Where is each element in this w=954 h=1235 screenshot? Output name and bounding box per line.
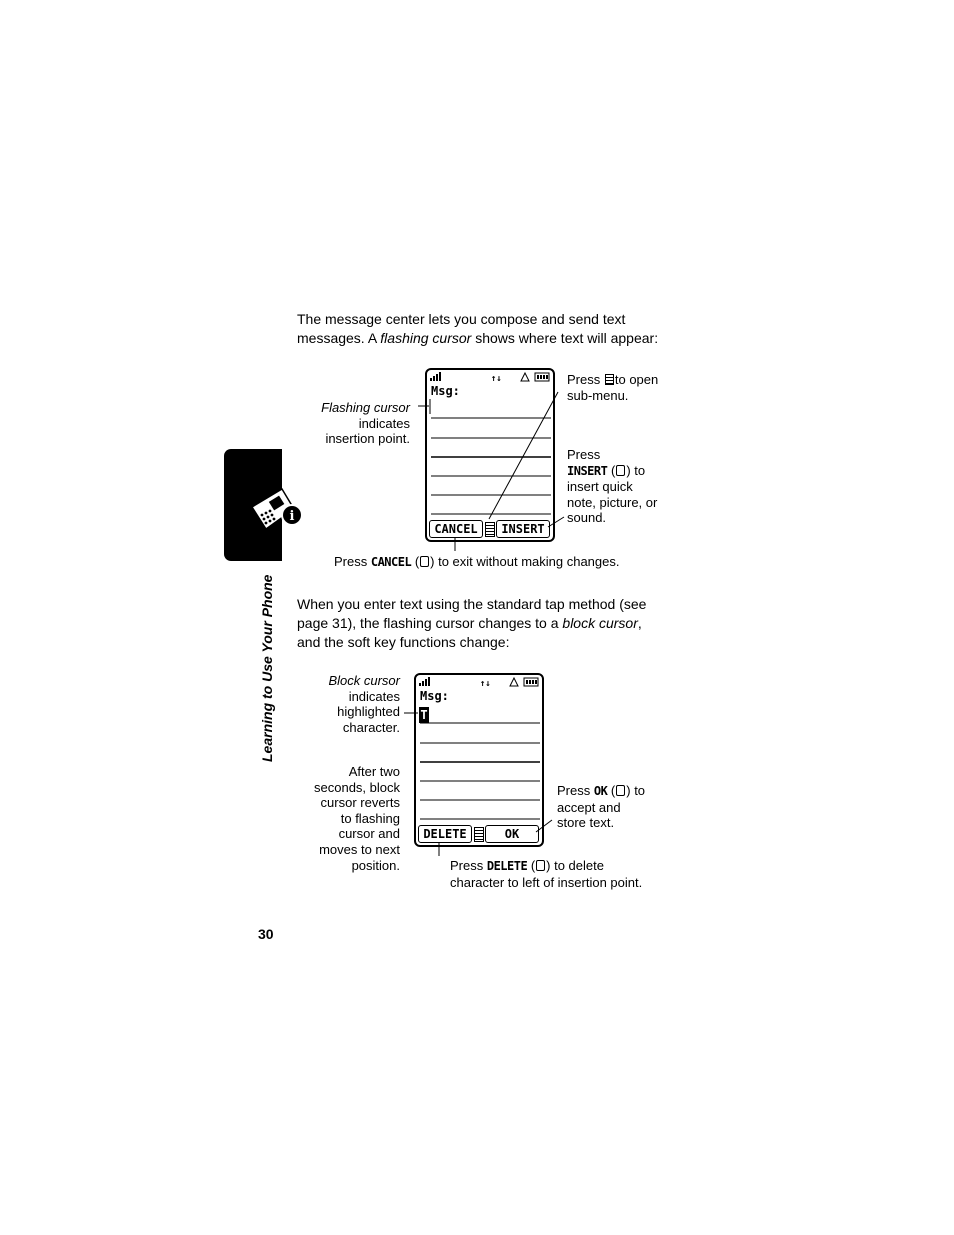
delete-soft-key[interactable]: DELETE bbox=[418, 825, 472, 843]
insert-soft-key[interactable]: INSERT bbox=[496, 520, 550, 538]
intro2-line2: page 31), the flashing cursor changes to a block cursor, bbox=[297, 615, 642, 631]
left-soft-key-icon-2 bbox=[536, 860, 545, 871]
flashing-cursor-note: Flashing cursor indicates insertion point. bbox=[321, 400, 410, 447]
after-two-seconds-note: After two seconds, block cursor reverts to flashing cursor and moves to next position. bbox=[314, 764, 400, 873]
press-ok-note: Press OK ( ) to accept and store text. bbox=[557, 783, 646, 831]
intro2-line1: When you enter text using the standard tap method (see bbox=[297, 596, 647, 612]
cancel-soft-key[interactable]: CANCEL bbox=[429, 520, 483, 538]
section-label: Learning to Use Your Phone bbox=[259, 574, 275, 762]
msg-label: Msg: bbox=[431, 384, 460, 398]
svg-text:↑↓: ↑↓ bbox=[480, 679, 491, 689]
ok-soft-key[interactable]: OK bbox=[485, 825, 539, 843]
page-number: 30 bbox=[258, 926, 274, 942]
intro2-line3: and the soft key functions change: bbox=[297, 634, 510, 650]
press-cancel-note: Press CANCEL ( ) to exit without making changes. bbox=[334, 554, 620, 569]
right-soft-key-icon-2 bbox=[616, 785, 625, 796]
svg-text:↑↓: ↑↓ bbox=[491, 374, 502, 384]
intro1-line2: messages. A flashing cursor shows where text will appear: bbox=[297, 330, 659, 346]
intro1-line1: The message center lets you compose and send text bbox=[297, 311, 626, 327]
svg-text:i: i bbox=[289, 509, 295, 524]
press-menu-note: Press to open sub-menu. bbox=[567, 372, 659, 403]
block-cursor-note: Block cursor indicates highlighted character. bbox=[328, 673, 400, 735]
msg-label-2: Msg: bbox=[420, 689, 449, 703]
press-delete-note: Press DELETE ( ) to delete character to left of insertion point. bbox=[450, 858, 643, 890]
press-insert-note: Press INSERT ( ) to insert quick note, picture, or sound. bbox=[567, 447, 658, 526]
block-cursor: T bbox=[420, 708, 428, 722]
